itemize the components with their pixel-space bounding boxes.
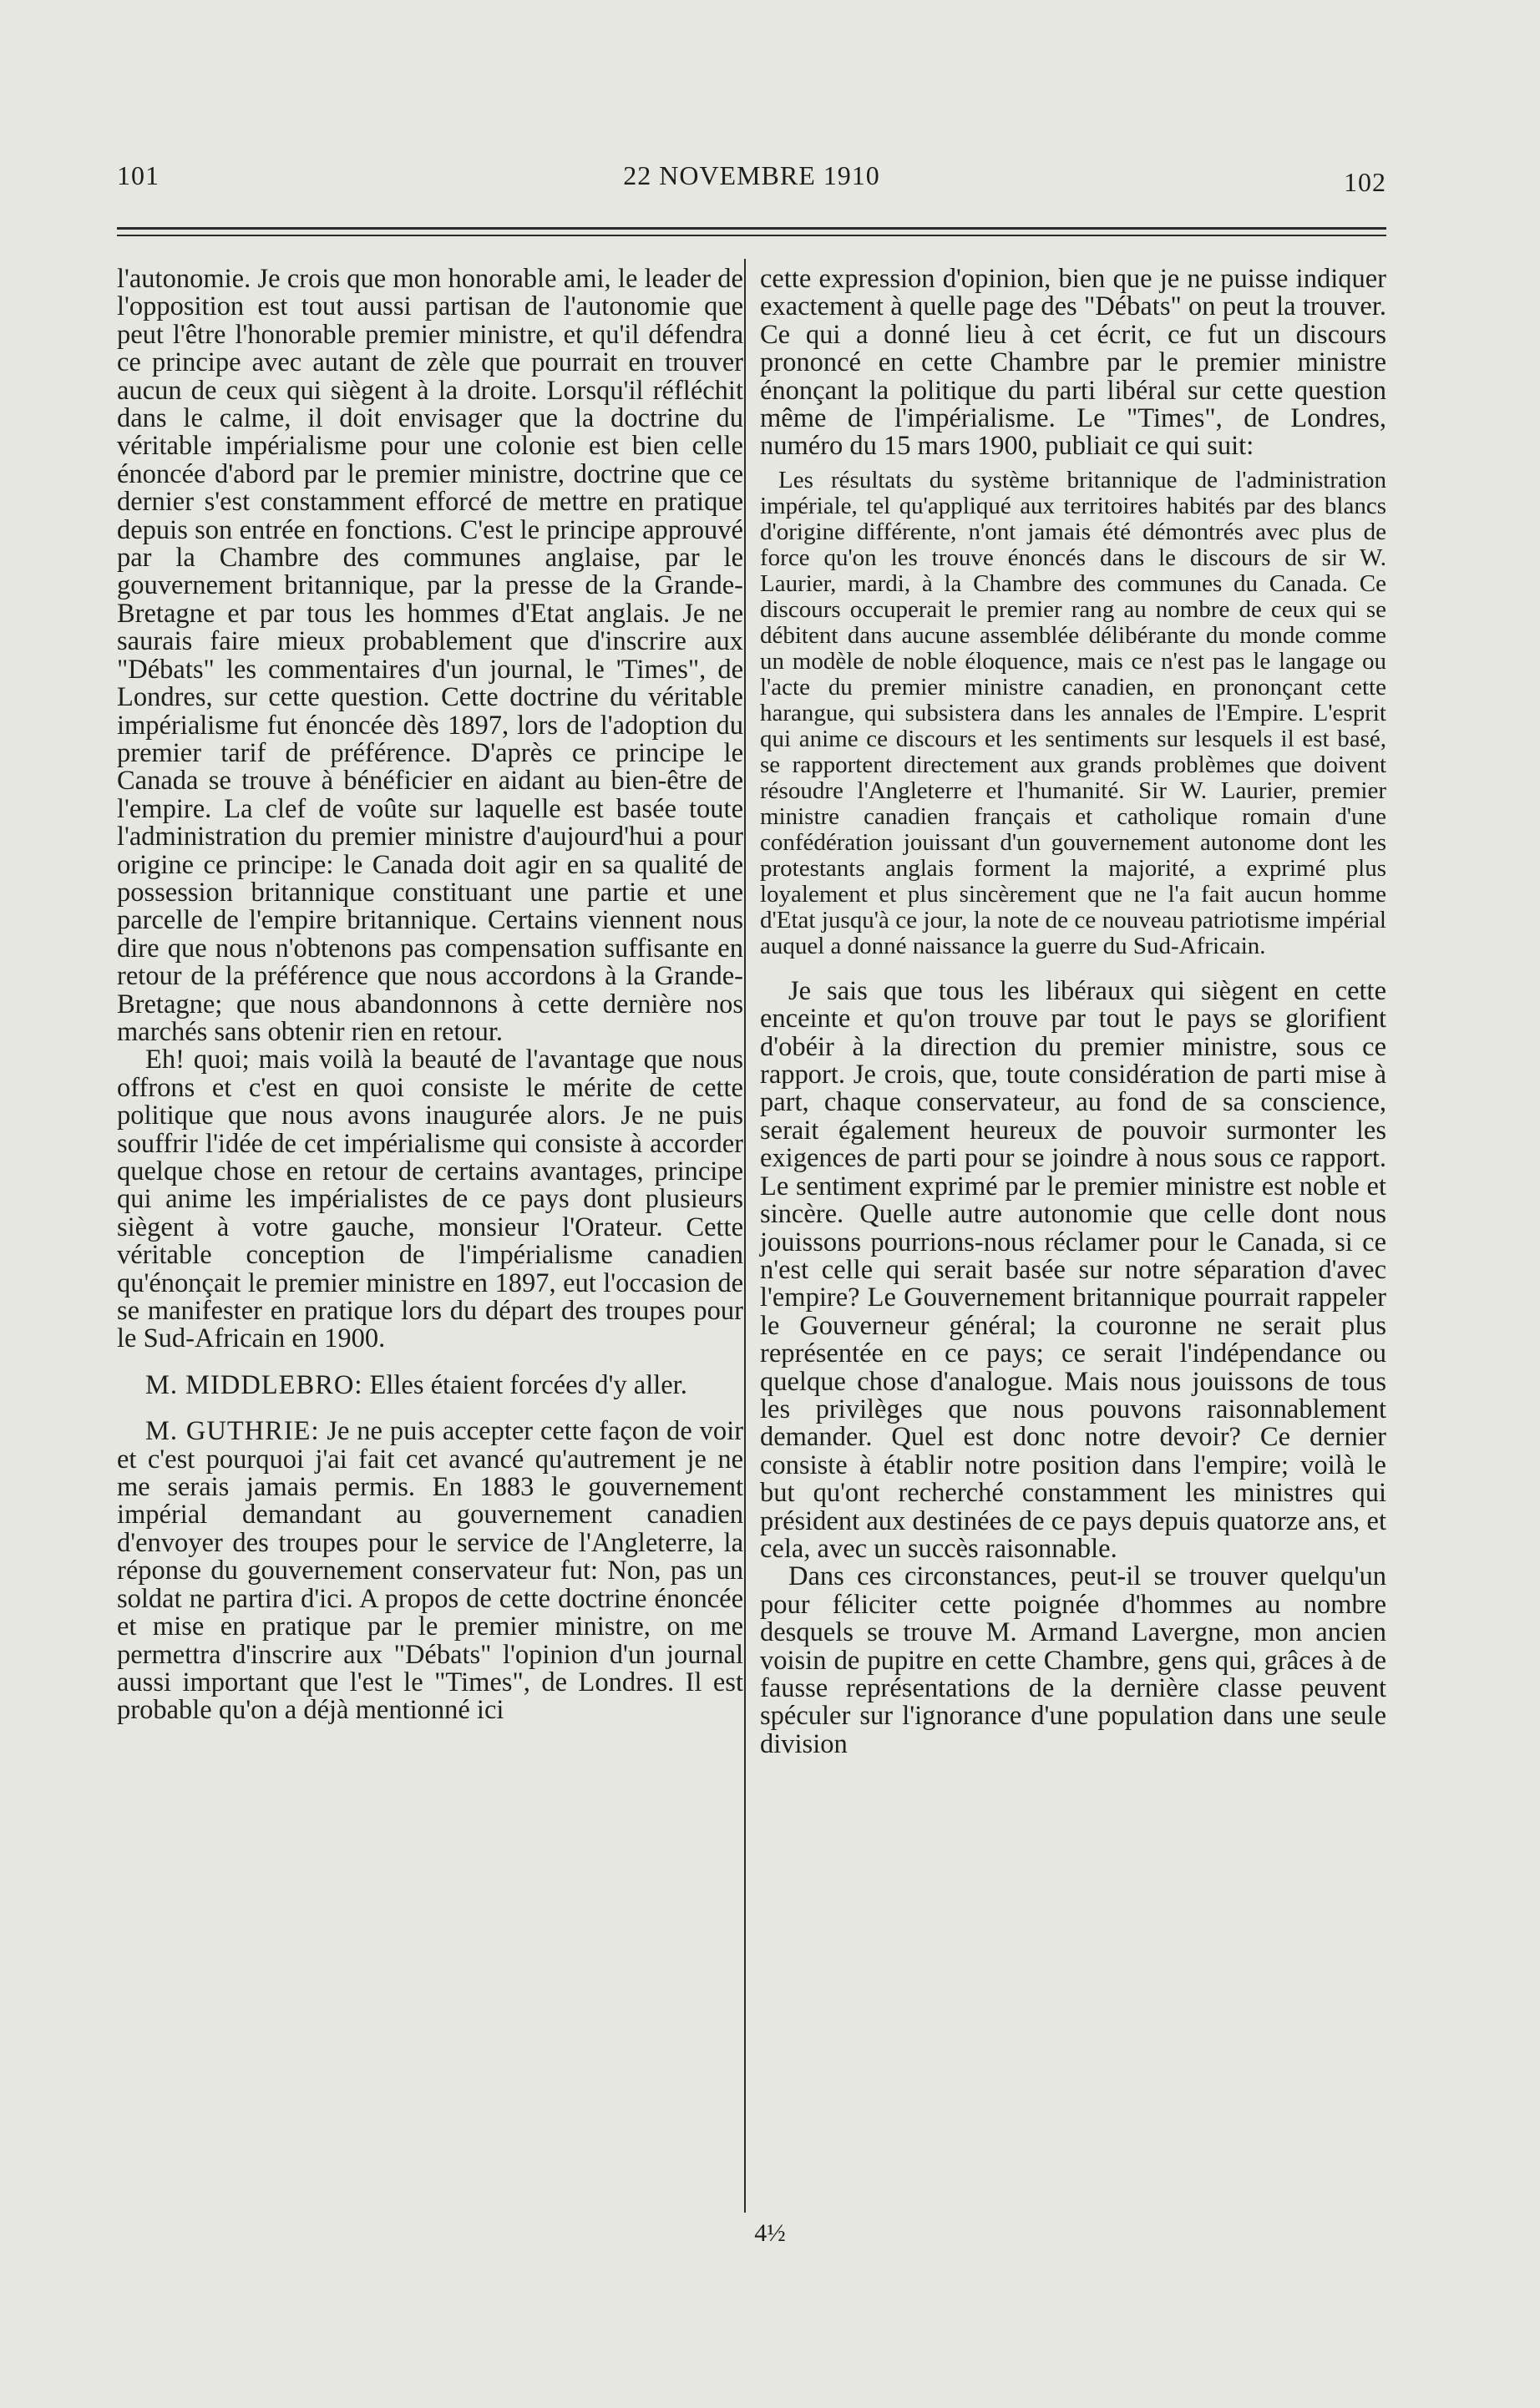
page-number-left: 101 bbox=[117, 160, 160, 190]
column-divider bbox=[744, 259, 746, 2213]
header-rule-double bbox=[117, 235, 1386, 236]
speech-text: Elles étaient forcées d'y aller. bbox=[369, 1369, 687, 1400]
speaker-name: M. GUTHRIE: bbox=[145, 1416, 320, 1447]
signature-mark: 4½ bbox=[754, 2219, 786, 2247]
paragraph: cette expression d'opinion, bien que je ne puisse indiquer exactement à quelle page des "Débats" on peut la trouver. Ce qui a donné lieu à cet écrit, ce fut un discours prononcé en cette Chambre par le premier ministre énonçant la politique du parti libéral sur cette question même de l'impérialisme. Le "Times", de Londres, numéro du 15 mars 1900, publiait ce qui suit: bbox=[760, 264, 1386, 462]
paragraph: Je sais que tous les libéraux qui siègent en cette enceinte et qu'on trouve par tout le pays se glorifient d'obéir à la direction du premier ministre, sous ce rapport. Je crois, que, toute considération de parti mise à part, chaque conservateur, au fond de sa conscience, serait également heureux de pouvoir surmonter les exigences de parti pour se joindre à nous sous ce rapport. Le sentiment exprimé par le premier ministre est noble et sincère. Quelle autre autonomie que celle dont nous jouissons pourrions-nous réclamer pour le Canada, si ce n'est celle qui serait basée sur notre séparation d'avec l'empire? Le Gouvernement britannique pourrait rappeler le Gouverneur général; la couronne ne serait plus représentée en ce pays; ce serait l'indépendance ou quelque chose d'analogue. Mais nous jouissons de tous les privilèges que nous pouvons raisonnablement demander. Quel est donc notre devoir? Ce dernier consiste à établir notre position dans l'empire; voilà le but qu'ont recherché constamment les ministres qui président aux destinées de ce pays depuis quatorze ans, et cela, avec un succès raisonnable. bbox=[760, 975, 1386, 1564]
right-column bbox=[760, 266, 1386, 1758]
speech-text: Je ne puis accepter cette façon de voir et c'est pourquoi j'ai fait cet avancé qu'autrement je ne me serais jamais permis. En 1883 le gouvernement impérial demandant au gouvernement canadien d'envoyer des troupes pour le service de l'Angleterre, la réponse du gouvernement conservateur fut: Non, pas un soldat ne partira d'ici. A propos de cette doctrine énoncée et mise en pratique par le premier ministre, on me permettra d'inscrire aux "Débats" l'opinion d'un journal aussi important que l'est le "Times", de Londres. Il est probable qu'on a déjà mentionné ici bbox=[117, 1416, 744, 1726]
paragraph: Eh! quoi; mais voilà la beauté de l'avantage que nous offrons et c'est en quoi consiste le mérite de cette politique que nous avons inaugurée alors. Je ne puis souffrir l'idée de cet impérialisme qui consiste à accorder quelque chose en retour de certains avantages, principe qui anime les impérialistes de ce pays dont plusieurs siègent à votre gauche, monsieur l'Orateur. Cette véritable conception de l'impérialisme canadien qu'énonçait le premier ministre en 1897, eut l'occasion de se manifester en pratique lors du départ des troupes pour le Sud-Africain en 1900. bbox=[117, 1045, 743, 1354]
quoted-article: Les résultats du système britannique de l'administration impériale, tel qu'appliqué aux territoires habités par des blancs d'origine différente, n'ont jamais été démontrés avec plus de force qu'on les trouve énoncés dans le discours de sir W. Laurier, mardi, à la Chambre des communes du Canada. Ce discours occuperait le premier rang au nombre de ceux qui se débitent dans aucune assemblée délibérante du monde comme un modèle de noble éloquence, mais ce n'est pas le langage ou l'acte du premier ministre canadien, en prononçant cette harangue, qui subsistera dans les annales de l'Empire. L'esprit qui anime ce discours et les sentiments sur lesquels il est basé, se rapportent directement aux grands problèmes que doivent résoudre l'Angleterre et l'humanité. Sir W. Laurier, premier ministre canadien français et catholique romain d'une confédération jouissant d'un gouvernement autonome dont les protestants anglais forment la majorité, a exprimé plus loyalement et plus sincèrement que ne l'a fait aucun homme d'Etat jusqu'à ce jour, la note de ce nouveau patriotisme impérial auquel a donné naissance la guerre du Sud-Africain. bbox=[760, 466, 1386, 959]
speech-middlebro bbox=[117, 1369, 743, 1400]
speaker-name: M. MIDDLEBRO: bbox=[145, 1369, 363, 1400]
header-date: 22 NOVEMBRE 1910 bbox=[623, 160, 880, 190]
running-header bbox=[117, 160, 1386, 200]
paragraph: l'autonomie. Je crois que mon honorable ami, le leader de l'opposition est tout aussi partisan de l'autonomie que peut l'être l'honorable premier ministre, et qu'il défendra ce principe avec autant de zèle que pourrait en trouver aucun de ceux qui siègent à la droite. Lorsqu'il réfléchit dans le calme, il doit envisager que la doctrine du véritable impérialisme pour une colonie est bien celle énoncée d'abord par le premier ministre, doctrine que ce dernier s'est constamment efforcé de mettre en pratique depuis son entrée en fonctions. C'est le principe approuvé par la Chambre des communes anglaise, par le gouvernement britannique, par la presse de la Grande-Bretagne et par tous les hommes d'Etat anglais. Je ne saurais faire mieux probablement que d'inscrire aux "Débats" les commentaires d'un journal, le 'Times", de Londres, sur cette question. Cette doctrine du véritable impérialisme fut énoncée dès 1897, lors de l'adoption du premier tarif de préférence. D'après ce principe le Canada se trouve à bénéficier en aidant au bien-être de l'empire. La clef de voûte sur laquelle est basée toute l'administration du premier ministre d'aujourd'hui a pour origine ce principe: le Canada doit agir en sa qualité de possession britannique constituant une partie et une parcelle de l'empire britannique. Certains viennent nous dire que nous n'obtenons pas compensation suffisante en retour de la préférence que nous accordons à la Grande-Bretagne; que nous abandonnons à cette dernière nos marchés sans obtenir rien en retour. bbox=[117, 264, 743, 1047]
page-number-right: 102 bbox=[1344, 167, 1386, 197]
header-rule bbox=[117, 227, 1386, 230]
left-column bbox=[117, 266, 743, 1725]
paragraph: Dans ces circonstances, peut-il se trouver quelqu'un pour féliciter cette poignée d'hommes au nombre desquels se trouve M. Armand Lavergne, mon ancien voisin de pupitre en cette Chambre, gens qui, grâces à de fausse représentations de la dernière classe peuvent spéculer sur l'ignorance d'une population dans une seule division bbox=[760, 1561, 1386, 1759]
speech-guthrie bbox=[117, 1418, 743, 1724]
